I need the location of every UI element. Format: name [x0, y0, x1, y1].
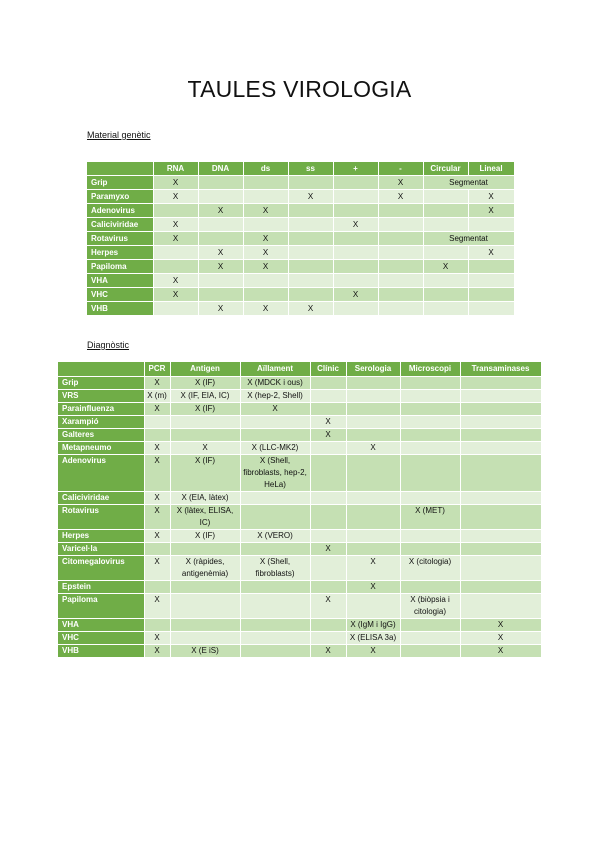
table-cell: X [468, 204, 514, 218]
table-cell [346, 455, 400, 492]
table-cell [460, 505, 541, 530]
table-cell [400, 619, 460, 632]
table-cell [378, 302, 423, 316]
table-cell [333, 204, 378, 218]
row-header: Papiloma [87, 260, 153, 274]
table-row [87, 246, 514, 260]
table-row [87, 274, 514, 288]
table-cell: X [144, 505, 170, 530]
table-cell: X (IF) [170, 455, 240, 492]
table-cell: X [153, 190, 198, 204]
table-cell: X [333, 288, 378, 302]
table-cell [310, 530, 346, 543]
table-cell [144, 619, 170, 632]
genetic-column-header: DNA [198, 162, 243, 176]
table-cell [460, 543, 541, 556]
table-cell [243, 190, 288, 204]
diagnostic-column-header: Serologia [346, 362, 400, 377]
table-cell: X [288, 190, 333, 204]
table-cell: X [144, 645, 170, 658]
table-row [87, 260, 514, 274]
row-header: Xarampió [58, 416, 144, 429]
table-cell [400, 442, 460, 455]
table-cell [468, 218, 514, 232]
page-title: TAULES VIROLOGIA [187, 76, 412, 102]
row-header: VHB [87, 302, 153, 316]
table-cell [144, 543, 170, 556]
table-row [87, 176, 514, 190]
table-cell: X [144, 377, 170, 390]
table-cell [333, 260, 378, 274]
row-header: VRS [58, 390, 144, 403]
table-row [58, 530, 541, 543]
table-cell [243, 274, 288, 288]
table-cell [400, 377, 460, 390]
table-cell [346, 594, 400, 619]
row-header: Rotavirus [87, 232, 153, 246]
diagnostic-heading: Diagnòstic [87, 340, 130, 350]
row-header: Herpes [58, 530, 144, 543]
table-cell [468, 302, 514, 316]
table-row [58, 416, 541, 429]
table-cell [310, 632, 346, 645]
table-cell [288, 260, 333, 274]
table-cell: X [243, 232, 288, 246]
table-cell [288, 204, 333, 218]
row-header: Rotavirus [58, 505, 144, 530]
table-cell [468, 274, 514, 288]
table-row [58, 377, 541, 390]
table-cell [460, 556, 541, 581]
table-row [58, 390, 541, 403]
table-cell [240, 492, 310, 505]
table-row [87, 204, 514, 218]
table-cell: X [153, 288, 198, 302]
table-cell [400, 632, 460, 645]
table-cell: X [333, 218, 378, 232]
table-cell [288, 274, 333, 288]
table-cell: X [346, 645, 400, 658]
table-cell: X (hep-2, Shell) [240, 390, 310, 403]
table-cell [310, 377, 346, 390]
table-cell [310, 442, 346, 455]
table-cell [400, 530, 460, 543]
table-row [58, 543, 541, 556]
genetic-column-header: RNA [153, 162, 198, 176]
table-cell: X [198, 246, 243, 260]
table-cell: X [468, 190, 514, 204]
table-cell [310, 619, 346, 632]
table-row [58, 556, 541, 581]
table-cell: X (làtex, ELISA, IC) [170, 505, 240, 530]
table-cell [198, 274, 243, 288]
table-cell: X [310, 594, 346, 619]
table-row [87, 232, 514, 246]
table-cell: X (m) [144, 390, 170, 403]
table-cell: X (IgM i IgG) [346, 619, 400, 632]
table-cell [400, 645, 460, 658]
table-cell: X [243, 204, 288, 218]
table-cell: X [144, 442, 170, 455]
row-header: Grip [58, 377, 144, 390]
table-cell [170, 429, 240, 442]
table-cell: X [144, 556, 170, 581]
table-cell [310, 581, 346, 594]
table-cell [468, 288, 514, 302]
table-cell [243, 176, 288, 190]
table-cell: X [243, 302, 288, 316]
table-cell: X (MDCK i ous) [240, 377, 310, 390]
row-header: VHB [58, 645, 144, 658]
table-row [87, 190, 514, 204]
table-cell: X (EIA, làtex) [170, 492, 240, 505]
table-row [58, 619, 541, 632]
table-cell [400, 390, 460, 403]
table-row [58, 492, 541, 505]
table-cell [240, 581, 310, 594]
table-cell [400, 416, 460, 429]
row-header: Caliciviridae [58, 492, 144, 505]
table-cell: X [144, 403, 170, 416]
genetic-heading: Material genètic [87, 130, 151, 140]
table-cell: X [460, 645, 541, 658]
table-cell [346, 403, 400, 416]
table-cell [460, 492, 541, 505]
row-header: Caliciviridae [87, 218, 153, 232]
table-cell [333, 246, 378, 260]
table-cell [310, 492, 346, 505]
diagnostic-column-header: Clínic [310, 362, 346, 377]
genetic-corner-header [87, 162, 153, 176]
table-cell: X (citologia) [400, 556, 460, 581]
row-header: Herpes [87, 246, 153, 260]
table-cell [288, 246, 333, 260]
table-cell: X [153, 218, 198, 232]
table-cell [333, 232, 378, 246]
row-header: Galteres [58, 429, 144, 442]
table-cell [400, 429, 460, 442]
table-cell: X [144, 530, 170, 543]
table-row [58, 505, 541, 530]
table-cell [460, 390, 541, 403]
table-cell: X (MET) [400, 505, 460, 530]
table-cell [423, 190, 468, 204]
table-cell: X [423, 260, 468, 274]
table-cell [400, 492, 460, 505]
table-cell [346, 416, 400, 429]
table-cell [243, 288, 288, 302]
table-cell: X [346, 442, 400, 455]
table-cell [310, 455, 346, 492]
table-row [87, 288, 514, 302]
table-cell: X [144, 455, 170, 492]
row-header: Papiloma [58, 594, 144, 619]
table-cell [198, 218, 243, 232]
table-cell [378, 288, 423, 302]
table-cell [460, 594, 541, 619]
table-cell [378, 260, 423, 274]
table-cell: X (Shell, fibroblasts, hep-2, HeLa) [240, 455, 310, 492]
table-cell: X [153, 176, 198, 190]
table-cell: X [378, 176, 423, 190]
table-cell: X [153, 232, 198, 246]
table-cell: Segmentat [423, 176, 514, 190]
table-cell [153, 246, 198, 260]
genetic-column-header: - [378, 162, 423, 176]
table-cell [333, 190, 378, 204]
table-row [58, 455, 541, 492]
table-cell: X [310, 645, 346, 658]
table-cell: X [346, 556, 400, 581]
table-cell: X [243, 246, 288, 260]
table-cell [423, 204, 468, 218]
table-cell [153, 302, 198, 316]
genetic-column-header: ss [288, 162, 333, 176]
table-cell: X [198, 302, 243, 316]
diagnostic-table [58, 362, 542, 658]
table-cell [198, 232, 243, 246]
table-cell: X [144, 632, 170, 645]
table-cell: X [198, 260, 243, 274]
row-header: VHC [58, 632, 144, 645]
table-cell [346, 530, 400, 543]
table-cell [333, 274, 378, 288]
table-cell [310, 403, 346, 416]
table-cell [400, 581, 460, 594]
table-cell [423, 246, 468, 260]
table-cell: Segmentat [423, 232, 514, 246]
table-cell [144, 581, 170, 594]
table-cell [460, 377, 541, 390]
table-cell [240, 645, 310, 658]
table-cell [460, 530, 541, 543]
table-row [58, 442, 541, 455]
table-cell: X [310, 543, 346, 556]
table-cell [198, 176, 243, 190]
table-cell [198, 190, 243, 204]
table-row [58, 581, 541, 594]
table-cell: X [346, 581, 400, 594]
table-cell: X [144, 492, 170, 505]
table-cell [170, 581, 240, 594]
table-cell [346, 543, 400, 556]
table-cell: X [153, 274, 198, 288]
diagnostic-column-header: Microscopi [400, 362, 460, 377]
table-cell [378, 274, 423, 288]
table-cell [423, 218, 468, 232]
table-cell: X (ELISA 3a) [346, 632, 400, 645]
table-cell [468, 260, 514, 274]
row-header: Citomegalovirus [58, 556, 144, 581]
table-cell [346, 377, 400, 390]
table-cell [378, 218, 423, 232]
table-cell: X [468, 246, 514, 260]
table-cell: X [288, 302, 333, 316]
table-row [58, 594, 541, 619]
genetic-material-table [87, 162, 515, 316]
table-cell [310, 556, 346, 581]
row-header: VHC [87, 288, 153, 302]
table-cell [240, 632, 310, 645]
table-cell [346, 505, 400, 530]
table-cell [170, 619, 240, 632]
table-cell [460, 429, 541, 442]
table-cell [240, 594, 310, 619]
diagnostic-column-header: Transaminases [460, 362, 541, 377]
table-cell [378, 232, 423, 246]
table-cell [288, 176, 333, 190]
table-cell [240, 429, 310, 442]
table-cell [460, 416, 541, 429]
table-row [87, 302, 514, 316]
genetic-column-header: + [333, 162, 378, 176]
table-cell [460, 455, 541, 492]
table-row [58, 632, 541, 645]
row-header: Varicel·la [58, 543, 144, 556]
table-cell [423, 288, 468, 302]
table-cell [346, 492, 400, 505]
diagnostic-column-header: Aïllament [240, 362, 310, 377]
table-cell: X [310, 429, 346, 442]
table-cell: X [198, 204, 243, 218]
table-cell: X (LLC-MK2) [240, 442, 310, 455]
table-cell [144, 429, 170, 442]
table-cell [400, 543, 460, 556]
row-header: Adenovirus [87, 204, 153, 218]
table-cell [170, 632, 240, 645]
table-cell [460, 581, 541, 594]
diagnostic-column-header: Antigen [170, 362, 240, 377]
diagnostic-corner-header [58, 362, 144, 377]
genetic-column-header: Circular [423, 162, 468, 176]
table-cell: X [310, 416, 346, 429]
table-cell [144, 416, 170, 429]
table-cell [400, 403, 460, 416]
table-cell [170, 543, 240, 556]
row-header: Parainfluenza [58, 403, 144, 416]
table-cell: X [243, 260, 288, 274]
table-cell [460, 403, 541, 416]
table-cell: X (E iS) [170, 645, 240, 658]
table-cell [346, 390, 400, 403]
table-cell [333, 176, 378, 190]
table-cell [346, 429, 400, 442]
table-cell [378, 246, 423, 260]
table-cell [170, 594, 240, 619]
row-header: Paramyxo [87, 190, 153, 204]
table-cell [310, 390, 346, 403]
row-header: Epstein [58, 581, 144, 594]
table-row [58, 645, 541, 658]
table-cell [288, 218, 333, 232]
table-cell: X (Shell, fibroblasts) [240, 556, 310, 581]
table-cell: X [144, 594, 170, 619]
table-cell: X (IF) [170, 403, 240, 416]
table-cell: X (IF) [170, 377, 240, 390]
table-cell: X (IF, EIA, IC) [170, 390, 240, 403]
row-header: Grip [87, 176, 153, 190]
diagnostic-column-header: PCR [144, 362, 170, 377]
table-cell [240, 505, 310, 530]
table-cell [170, 416, 240, 429]
table-cell: X (ràpides, antigenèmia) [170, 556, 240, 581]
row-header: Metapneumo [58, 442, 144, 455]
genetic-column-header: ds [243, 162, 288, 176]
table-cell [288, 288, 333, 302]
table-cell [423, 302, 468, 316]
table-cell [243, 218, 288, 232]
table-cell [198, 288, 243, 302]
table-cell [423, 274, 468, 288]
row-header: Adenovirus [58, 455, 144, 492]
table-cell: X [240, 403, 310, 416]
genetic-column-header: Lineal [468, 162, 514, 176]
table-cell: X (IF) [170, 530, 240, 543]
table-row [58, 403, 541, 416]
table-cell [288, 232, 333, 246]
table-cell: X [460, 632, 541, 645]
table-cell [153, 260, 198, 274]
table-cell [400, 455, 460, 492]
row-header: VHA [87, 274, 153, 288]
table-cell: X [170, 442, 240, 455]
table-cell [153, 204, 198, 218]
table-cell [460, 442, 541, 455]
table-cell: X (VERO) [240, 530, 310, 543]
table-cell [240, 619, 310, 632]
table-row [87, 218, 514, 232]
row-header: VHA [58, 619, 144, 632]
table-cell [240, 416, 310, 429]
table-cell [240, 543, 310, 556]
table-cell: X (biòpsia i citologia) [400, 594, 460, 619]
table-cell [310, 505, 346, 530]
table-cell [333, 302, 378, 316]
table-cell: X [378, 190, 423, 204]
table-row [58, 429, 541, 442]
table-cell [378, 204, 423, 218]
table-cell: X [460, 619, 541, 632]
